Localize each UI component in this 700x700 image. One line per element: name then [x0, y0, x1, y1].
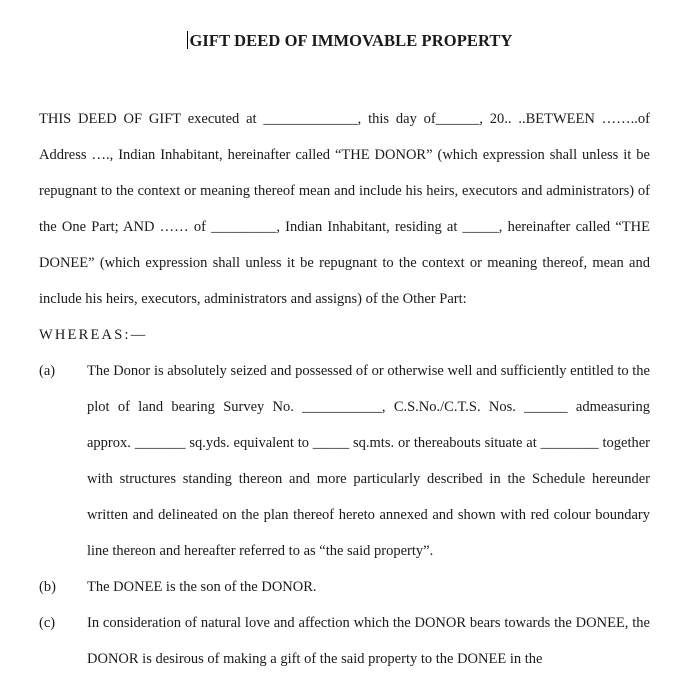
clause-b	[39, 569, 650, 605]
clause-number: (a)	[39, 363, 56, 379]
document-title-text: GIFT DEED OF IMMOVABLE PROPERTY	[189, 31, 513, 50]
clause-number: (c)	[39, 615, 56, 631]
document-title	[0, 31, 700, 51]
clause-text: The Donor is absolutely seized and possessed of or otherwise well and sufficiently entitled to the plot of land bearing Survey No. ___________, C.S.No./C.T.S. Nos. ______ admeasuring approx. _______ sq.yds. equivalent to _____ sq.mts. or thereabouts situate at ________ together with structures standing thereon and more particularly described in the Schedule hereunder written and delineated on the plan thereof hereto annexed and shown with red colour boundary line thereon and hereafter referred to as “the said property”.	[87, 363, 650, 559]
document-body	[39, 101, 650, 677]
clause-text: The DONEE is the son of the DONOR.	[87, 579, 317, 595]
clause-a	[39, 353, 650, 569]
clause-c	[39, 605, 650, 677]
intro-paragraph: THIS DEED OF GIFT executed at _____________, this day of______, 20.. ..BETWEEN ……..of Address …., Indian Inhabitant, hereinafter called “THE DONOR” (which expression shall unless it be repugnant to the context or meaning thereof mean and include his heirs, executors and administrators) of the One Part; AND …… of _________, Indian Inhabitant, residing at _____, hereinafter called “THE DONEE” (which expression shall unless it be repugnant to the context or meaning thereof, mean and include his heirs, executors, administrators and assigns) of the Other Part:	[39, 111, 650, 307]
clause-text: In consideration of natural love and affection which the DONOR bears towards the DONEE, the DONOR is desirous of making a gift of the said property to the DONEE in the	[87, 615, 650, 667]
clause-number: (b)	[39, 579, 56, 595]
whereas-heading: WHEREAS:—	[39, 327, 148, 343]
